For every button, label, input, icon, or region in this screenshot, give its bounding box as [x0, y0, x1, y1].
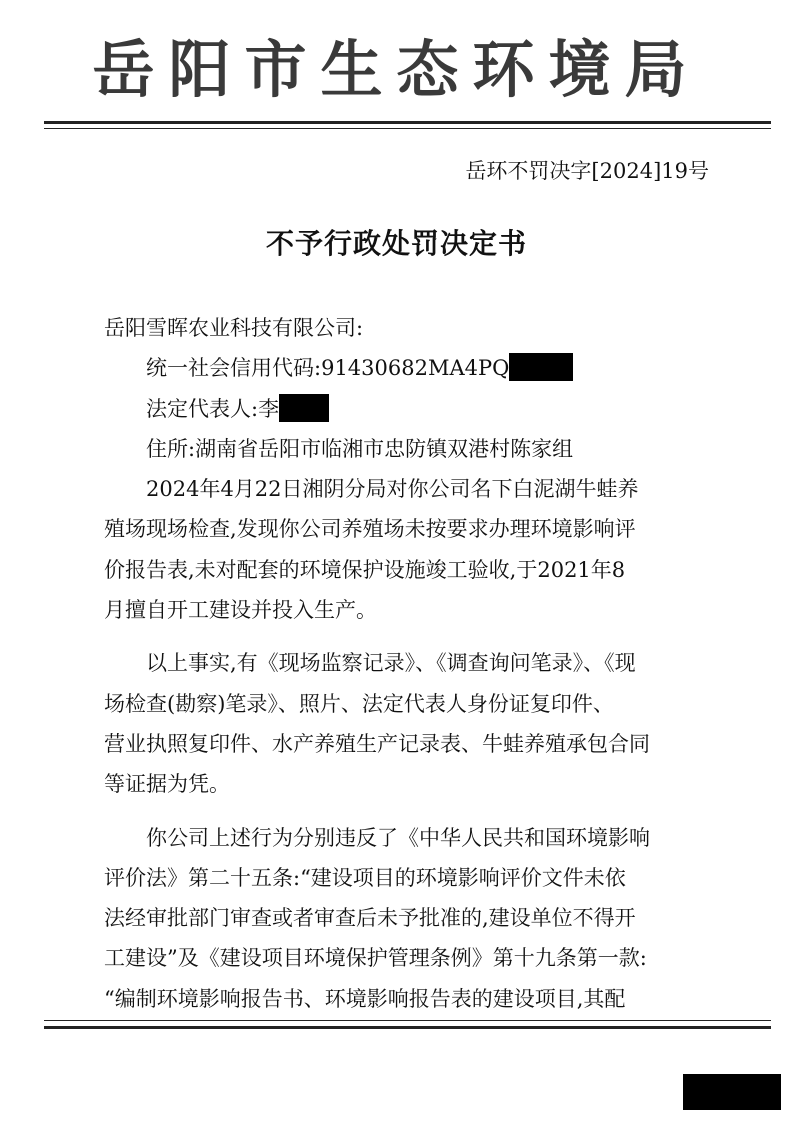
- redaction-block: [509, 353, 573, 381]
- document-body: [104, 308, 714, 1019]
- document-number: 岳环不罚决字[2024]19号: [465, 159, 709, 183]
- redaction-block: [279, 394, 329, 422]
- legal-rep-value: 李: [258, 396, 280, 421]
- paragraph-line: 价报告表,未对配套的环境保护设施竣工验收,于2021年8: [104, 557, 626, 582]
- paragraph-line: 月擅自开工建设并投入生产。: [104, 598, 377, 623]
- paragraph-line: 2024年4月22日湘阴分局对你公司名下白泥湖牛蛙养: [146, 477, 639, 502]
- letterhead-divider-thick: [44, 121, 771, 124]
- footer-divider-thick: [44, 1026, 771, 1029]
- paragraph-line: 法经审批部门审查或者审查后未予批准的,建设单位不得开: [104, 906, 636, 931]
- credit-code-label: 统一社会信用代码:: [146, 356, 322, 381]
- letterhead-divider-thin: [44, 128, 771, 129]
- credit-code-value: 91430682MA4PQ: [321, 356, 510, 381]
- paragraph-line: 等证据为凭。: [104, 772, 230, 797]
- paragraph-line: 工建设”及《建设项目环境保护管理条例》第十九条第一款:: [104, 946, 647, 971]
- address-row: [104, 429, 714, 469]
- paragraph-line: 殖场现场检查,发现你公司养殖场未按要求办理环境影响评: [104, 517, 636, 542]
- credit-code-row: [104, 348, 714, 388]
- paragraph-line: 以上事实,有《现场监察记录》、《调查询问笔录》、《现: [146, 651, 636, 676]
- paragraph-line: 评价法》第二十五条:“建设项目的环境影响评价文件未依: [104, 865, 626, 890]
- redaction-block: [683, 1074, 781, 1110]
- paragraph-line: “编制环境影响报告书、环境影响报告表的建设项目,其配: [104, 986, 626, 1011]
- paragraph-line: 你公司上述行为分别违反了《中华人民共和国环境影响: [146, 825, 650, 850]
- agency-letterhead: 岳阳市生态环境局: [92, 33, 701, 106]
- legal-rep-label: 法定代表人:: [146, 396, 259, 421]
- footer-divider-thin: [44, 1020, 771, 1021]
- paragraph-line: 营业执照复印件、水产养殖生产记录表、牛蛙养殖承包合同: [104, 731, 650, 756]
- document-title: 不予行政处罚决定书: [265, 227, 527, 260]
- paragraph-line: 场检查(勘察)笔录》、照片、法定代表人身份证复印件、: [104, 691, 614, 716]
- address-value: 湖南省岳阳市临湘市忠防镇双港村陈家组: [195, 436, 574, 461]
- legal-rep-row: [104, 389, 714, 429]
- recipient-company: 岳阳雪晖农业科技有限公司:: [104, 316, 364, 340]
- address-label: 住所:: [146, 436, 196, 461]
